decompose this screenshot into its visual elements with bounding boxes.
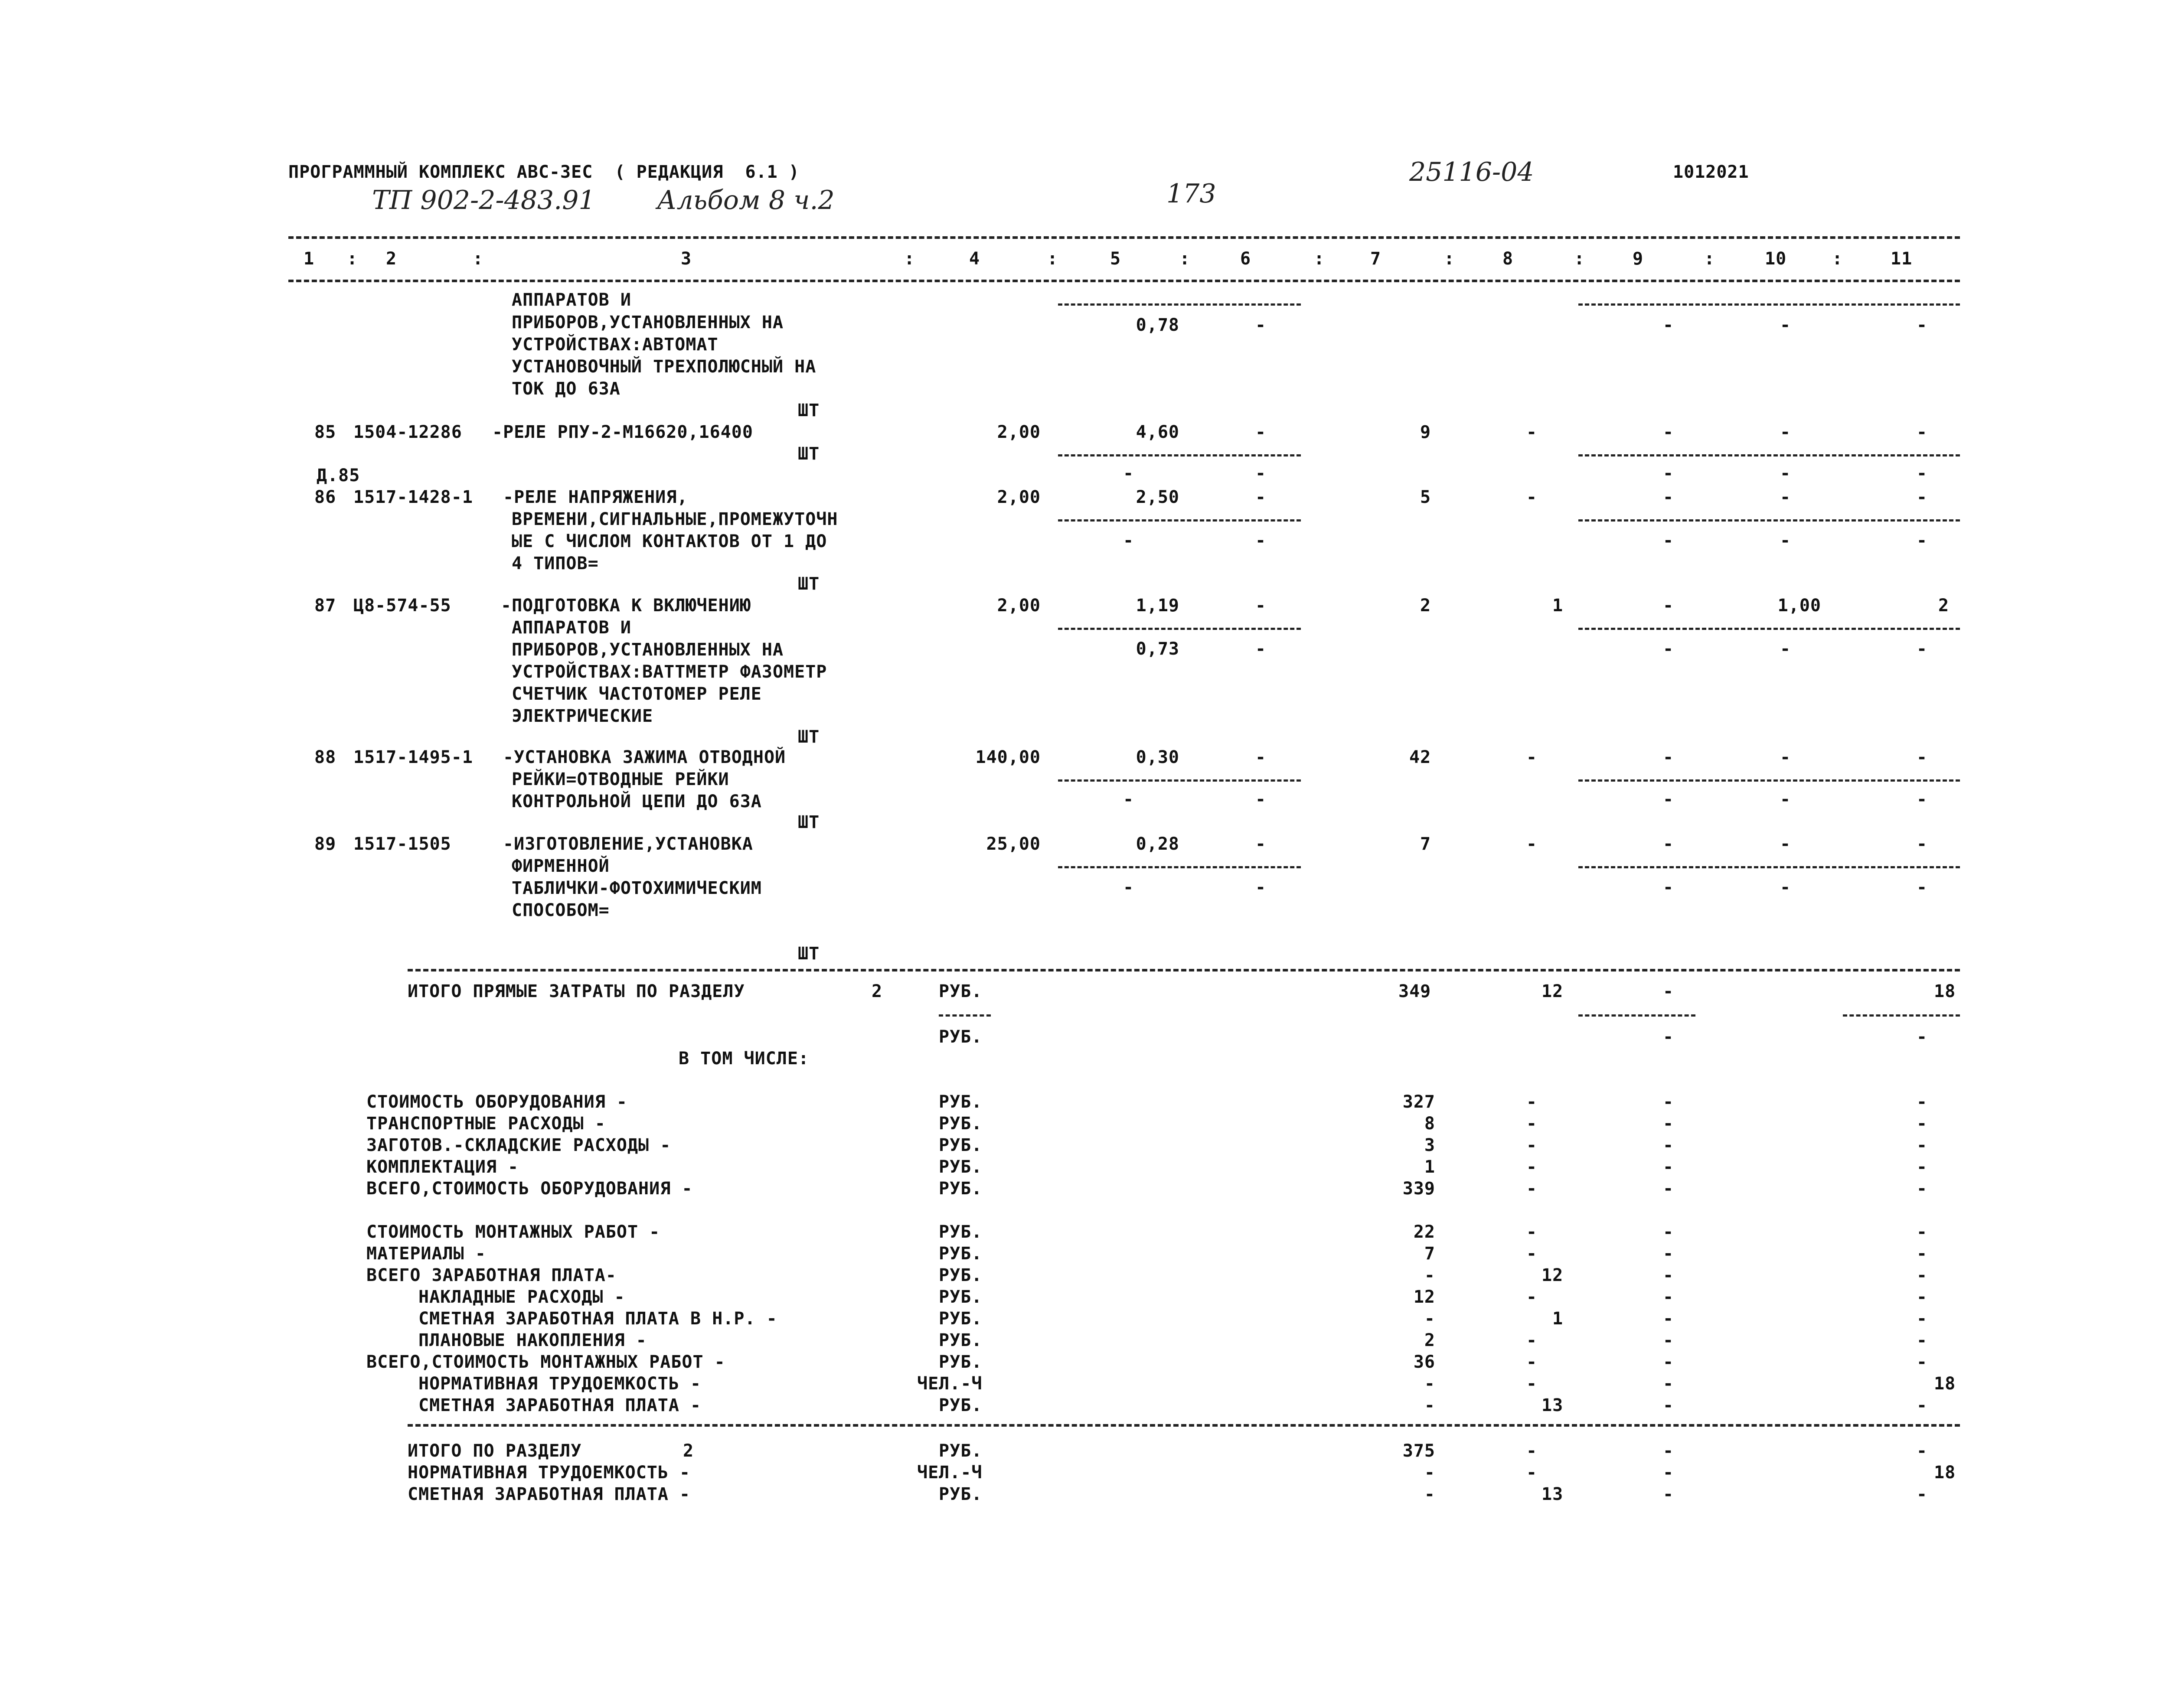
column-number: 9 [1633,249,1644,269]
item-description: АППАРАТОВ И [512,290,631,310]
cell-separator-rule [1058,454,1301,456]
cell-c11: - [1917,1222,1928,1242]
dash-mark: - [1917,463,1928,483]
cell-c7: 3 [1424,1135,1435,1155]
cell-c7: 8 [1424,1114,1435,1134]
cell-c9: - [1663,747,1674,767]
cell-c7: - [1424,1374,1435,1394]
cell-c7: - [1424,1265,1435,1285]
column-number: 5 [1110,249,1121,269]
cell-c7: 2 [1424,1330,1435,1350]
breakdown-label: НОРМАТИВНАЯ ТРУДОЕМКОСТЬ - [418,1374,702,1394]
section-total-rule [408,1424,1960,1427]
cell-c9: - [1663,834,1674,854]
cell-c7: 5 [1420,487,1431,507]
dash-mark: - [1663,463,1674,483]
breakdown-label: ПЛАНОВЫЕ НАКОПЛЕНИЯ - [418,1330,647,1350]
cell-c11: - [1917,639,1928,659]
cell-c9: - [1663,1114,1674,1134]
item-description: -УСТАНОВКА ЗАЖИМА ОТВОДНОЙ [503,747,786,767]
cell-c8: - [1526,422,1538,442]
cell-separator-rule [939,1014,991,1017]
direct-costs-label: ИТОГО ПРЯМЫЕ ЗАТРАТЫ ПО РАЗДЕЛУ [408,981,745,1001]
dash-mark: - [1123,463,1134,483]
row-code: 1517-1505 [353,834,451,854]
cell-c7: 349 [1398,981,1431,1001]
currency-unit: РУБ. [939,1441,983,1461]
breakdown-unit: РУБ. [939,1395,983,1415]
cell-c8: - [1526,1441,1538,1461]
item-description: -ИЗГОТОВЛЕНИЕ,УСТАНОВКА [503,834,753,854]
cell-c11: - [1917,1352,1928,1372]
cell-separator-rule [1843,1014,1960,1017]
cell-c7: 339 [1402,1179,1435,1199]
item-description: СЧЕТЧИК ЧАСТОТОМЕР РЕЛЕ [512,684,762,704]
dash-mark: - [1663,531,1674,551]
cell-c5: 0,30 [1136,747,1179,767]
row-code: 1504-12286 [353,422,462,442]
cell-c7: 2 [1420,596,1431,616]
row-number: 88 [314,747,336,767]
handwritten-page-number: 173 [1166,179,1216,209]
item-description: РЕЙКИ=ОТВОДНЫЕ РЕЙКИ [512,769,729,789]
row-number: 86 [314,487,336,507]
breakdown-unit: РУБ. [939,1244,983,1264]
cell-c8: 12 [1541,1265,1564,1285]
cell-c5: 1,19 [1136,596,1179,616]
cell-c11: 18 [1934,1463,1956,1483]
cell-c7: 12 [1413,1287,1435,1307]
cell-separator-rule [1578,454,1960,456]
cell-c10: - [1780,487,1791,507]
cell-separator-rule [1578,779,1960,782]
cell-c11: - [1917,1092,1928,1112]
item-description: ЭЛЕКТРИЧЕСКИЕ [512,706,653,726]
breakdown-unit: РУБ. [939,1484,983,1504]
cell-c5: 0,73 [1136,639,1179,659]
dash-mark: - [1780,463,1791,483]
breakdown-label: НОРМАТИВНАЯ ТРУДОЕМКОСТЬ - [408,1463,691,1483]
dash-mark: - [1917,877,1928,897]
column-number: 10 [1765,249,1787,269]
cell-c7: 1 [1424,1157,1435,1177]
cell-c7: 42 [1409,747,1431,767]
cell-c11: - [1917,1265,1928,1285]
cell-separator-rule [1578,866,1960,868]
dash-mark: - [1123,789,1134,809]
column-separator: : [1444,249,1455,269]
currency-unit: РУБ. [939,981,983,1001]
cell-c6: - [1255,747,1267,767]
cell-c7: - [1424,1484,1435,1504]
column-separator: : [1574,249,1585,269]
column-number: 1 [304,249,315,269]
totals-top-rule [408,969,1960,971]
cell-separator-rule [1058,628,1301,630]
column-separator: : [347,249,358,269]
column-separator: : [904,249,915,269]
cell-c9: - [1663,1374,1674,1394]
breakdown-unit: РУБ. [939,1114,983,1134]
row-note: Д.85 [317,466,360,486]
cell-c8: 1 [1552,1309,1564,1329]
cell-c11: 18 [1934,981,1956,1001]
handwritten-album: Альбом 8 ч.2 [657,185,835,215]
breakdown-label: ВСЕГО ЗАРАБОТНАЯ ПЛАТА- [366,1265,617,1285]
cell-separator-rule [1578,519,1960,522]
row-number: 89 [314,834,336,854]
dash-mark: - [1663,877,1674,897]
cell-c6: - [1255,596,1267,616]
cell-c11: - [1917,1441,1928,1461]
cell-c7: 7 [1420,834,1431,854]
cell-c6: - [1255,487,1267,507]
cell-c4: 140,00 [975,747,1041,767]
cell-c10: - [1780,422,1791,442]
item-unit: ШТ [798,574,820,594]
handwritten-inventory-number: 25116-04 [1409,157,1534,187]
breakdown-label: ТРАНСПОРТНЫЕ РАСХОДЫ - [366,1114,606,1134]
handwritten-project-number: ТП 902-2-483.91 [372,185,595,215]
column-separator: : [1047,249,1058,269]
dash-mark: - [1255,463,1267,483]
cell-c11: - [1917,1179,1928,1199]
cell-c7: 375 [1402,1441,1435,1461]
dash-mark: - [1123,877,1134,897]
item-description: УСТРОЙСТВАХ:АВТОМАТ [512,335,718,355]
column-number: 3 [681,249,692,269]
column-separator: : [1832,249,1843,269]
dash-mark: - [1917,789,1928,809]
cell-c10: - [1780,747,1791,767]
breakdown-unit: ЧЕЛ.-Ч [917,1463,983,1483]
breakdown-label: КОМПЛЕКТАЦИЯ - [366,1157,519,1177]
column-separator: : [1314,249,1325,269]
item-description: ТОК ДО 63А [512,379,621,399]
cell-separator-rule [1058,866,1301,868]
cell-c4: 2,00 [997,596,1041,616]
cell-c7: - [1424,1309,1435,1329]
cell-c11: - [1917,1027,1928,1047]
item-description: -ПОДГОТОВКА К ВКЛЮЧЕНИЮ [501,596,751,616]
cell-c10: - [1780,834,1791,854]
column-number: 2 [386,249,397,269]
cell-c7: 36 [1413,1352,1435,1372]
cell-c8: - [1526,1244,1538,1264]
column-separator: : [1704,249,1715,269]
item-unit: ШТ [798,812,820,832]
section-number: 2 [683,1441,694,1461]
breakdown-unit: РУБ. [939,1179,983,1199]
program-title: ПРОГРАММНЫЙ КОМПЛЕКС АВС-3ЕС ( РЕДАКЦИЯ 6.1 ) [288,162,800,182]
cell-c9: - [1663,1463,1674,1483]
breakdown-label: СМЕТНАЯ ЗАРАБОТНАЯ ПЛАТА - [418,1395,702,1415]
item-unit: ШТ [798,944,820,964]
cell-c8: - [1526,834,1538,854]
item-description: УСТАНОВОЧНЫЙ ТРЕХПОЛЮСНЫЙ НА [512,357,816,377]
cell-c11: - [1917,834,1928,854]
item-description: СПОСОБОМ= [512,900,610,920]
cell-c8: 1 [1552,596,1564,616]
breakdown-unit: РУБ. [939,1330,983,1350]
cell-c7: - [1424,1463,1435,1483]
cell-c11: - [1917,1244,1928,1264]
cell-c6: - [1255,639,1267,659]
item-description: ПРИБОРОВ,УСТАНОВЛЕННЫХ НА [512,640,784,660]
row-number: 87 [314,596,336,616]
dash-mark: - [1255,789,1267,809]
cell-separator-rule [1058,519,1301,522]
cell-c8: - [1526,1135,1538,1155]
cell-c4: 2,00 [997,422,1041,442]
breakdown-label: СМЕТНАЯ ЗАРАБОТНАЯ ПЛАТА - [408,1484,691,1504]
cell-c8: - [1526,1222,1538,1242]
dash-mark: - [1123,531,1134,551]
item-description: ЫЕ С ЧИСЛОМ КОНТАКТОВ ОТ 1 ДО [512,531,827,551]
breakdown-unit: РУБ. [939,1135,983,1155]
cell-c7: 9 [1420,422,1431,442]
cell-c9: - [1663,1309,1674,1329]
cell-c11: - [1917,1395,1928,1415]
dash-mark: - [1780,877,1791,897]
cell-c5: 4,60 [1136,422,1179,442]
cell-separator-rule [1578,1014,1695,1017]
cell-c10: - [1780,639,1791,659]
cell-c11: - [1917,1287,1928,1307]
item-unit: ШТ [798,401,820,420]
item-description: АППАРАТОВ И [512,618,631,638]
cell-c9: - [1663,315,1674,335]
cell-separator-rule [1058,303,1301,306]
cell-c8: 13 [1541,1484,1564,1504]
cell-c11: - [1917,422,1928,442]
cell-c9: - [1663,1027,1674,1047]
column-number: 4 [969,249,980,269]
section-number: 2 [872,981,883,1001]
cell-c11: - [1917,1309,1928,1329]
column-number: 7 [1370,249,1381,269]
including-label: В ТОМ ЧИСЛЕ: [679,1049,809,1069]
cell-c11: - [1917,1114,1928,1134]
cell-separator-rule [1578,628,1960,630]
breakdown-label: СМЕТНАЯ ЗАРАБОТНАЯ ПЛАТА В Н.Р. - [418,1309,777,1329]
item-description: КОНТРОЛЬНОЙ ЦЕПИ ДО 63А [512,792,762,812]
cell-c8: - [1526,1374,1538,1394]
breakdown-label: СТОИМОСТЬ МОНТАЖНЫХ РАБОТ - [366,1222,660,1242]
item-unit: ШТ [798,444,820,464]
breakdown-label: ЗАГОТОВ.-СКЛАДСКИЕ РАСХОДЫ - [366,1135,671,1155]
cell-c7: 327 [1402,1092,1435,1112]
cell-c9: - [1663,981,1674,1001]
cell-c9: - [1663,1135,1674,1155]
cell-c9: - [1663,422,1674,442]
breakdown-unit: ЧЕЛ.-Ч [917,1374,983,1394]
breakdown-label: НАКЛАДНЫЕ РАСХОДЫ - [418,1287,625,1307]
cell-c5: 0,78 [1136,315,1179,335]
column-number: 8 [1502,249,1514,269]
cell-c9: - [1663,1092,1674,1112]
breakdown-label: ВСЕГО,СТОИМОСТЬ МОНТАЖНЫХ РАБОТ - [366,1352,725,1372]
cell-c10: - [1780,315,1791,335]
cell-c9: - [1663,1287,1674,1307]
cell-c11: - [1917,1157,1928,1177]
breakdown-unit: РУБ. [939,1222,983,1242]
item-description: -РЕЛЕ РПУ-2-М16620,16400 [492,422,753,442]
cell-c9: - [1663,1157,1674,1177]
item-description: 4 ТИПОВ= [512,554,599,574]
cell-c11: 2 [1938,596,1950,616]
cell-c11: - [1917,487,1928,507]
breakdown-label: МАТЕРИАЛЫ - [366,1244,486,1264]
cell-c7: 7 [1424,1244,1435,1264]
cell-c7: 22 [1413,1222,1435,1242]
cell-c11: - [1917,1484,1928,1504]
breakdown-unit: РУБ. [939,1352,983,1372]
cell-c8: - [1526,1157,1538,1177]
breakdown-unit: РУБ. [939,1287,983,1307]
cell-c8: - [1526,487,1538,507]
cell-c8: - [1526,1114,1538,1134]
cell-c11: - [1917,1135,1928,1155]
cell-c7: - [1424,1395,1435,1415]
breakdown-unit: РУБ. [939,1092,983,1112]
cell-c6: - [1255,834,1267,854]
dash-mark: - [1663,789,1674,809]
cell-c9: - [1663,639,1674,659]
document-code: 1012021 [1673,162,1749,182]
cell-c8: - [1526,1463,1538,1483]
item-unit: ШТ [798,727,820,747]
cell-c6: - [1255,315,1267,335]
row-code: Ц8-574-55 [353,596,451,616]
row-code: 1517-1495-1 [353,747,473,767]
cell-c9: - [1663,1222,1674,1242]
breakdown-unit: РУБ. [939,1265,983,1285]
cell-c4: 2,00 [997,487,1041,507]
column-number: 6 [1240,249,1251,269]
dash-mark: - [1255,531,1267,551]
cell-c5: 0,28 [1136,834,1179,854]
cell-c9: - [1663,1265,1674,1285]
dash-mark: - [1780,531,1791,551]
breakdown-label: ВСЕГО,СТОИМОСТЬ ОБОРУДОВАНИЯ - [366,1179,693,1199]
item-description: ТАБЛИЧКИ-ФОТОХИМИЧЕСКИМ [512,878,762,898]
cell-c8: 12 [1541,981,1564,1001]
item-description: ВРЕМЕНИ,СИГНАЛЬНЫЕ,ПРОМЕЖУТОЧН [512,509,838,529]
row-code: 1517-1428-1 [353,487,473,507]
header-bottom-rule [288,280,1960,282]
cell-c8: 13 [1541,1395,1564,1415]
breakdown-unit: РУБ. [939,1157,983,1177]
cell-c9: - [1663,596,1674,616]
cell-c4: 25,00 [986,834,1041,854]
item-description: ПРИБОРОВ,УСТАНОВЛЕННЫХ НА [512,313,784,332]
cell-c9: - [1663,1352,1674,1372]
dash-mark: - [1255,877,1267,897]
cell-c9: - [1663,1484,1674,1504]
cell-c9: - [1663,1330,1674,1350]
currency-unit: РУБ. [939,1027,983,1047]
cell-c11: - [1917,1330,1928,1350]
cell-c8: - [1526,1179,1538,1199]
cell-c5: 2,50 [1136,487,1179,507]
cell-separator-rule [1578,303,1960,306]
row-number: 85 [314,422,336,442]
cell-c8: - [1526,747,1538,767]
cell-c10: 1,00 [1777,596,1821,616]
cell-c8: - [1526,1330,1538,1350]
cell-c9: - [1663,1395,1674,1415]
cell-c9: - [1663,487,1674,507]
cell-c8: - [1526,1092,1538,1112]
cell-c8: - [1526,1352,1538,1372]
cell-c9: - [1663,1244,1674,1264]
breakdown-label: СТОИМОСТЬ ОБОРУДОВАНИЯ - [366,1092,627,1112]
column-separator: : [1179,249,1191,269]
cell-separator-rule [1058,779,1301,782]
section-total-label: ИТОГО ПО РАЗДЕЛУ [408,1441,582,1461]
table-top-rule [288,236,1960,239]
cell-c9: - [1663,1179,1674,1199]
dash-mark: - [1917,531,1928,551]
cell-c11: - [1917,747,1928,767]
column-separator: : [473,249,484,269]
column-number: 11 [1891,249,1913,269]
cell-c8: - [1526,1287,1538,1307]
cell-c9: - [1663,1441,1674,1461]
item-description: УСТРОЙСТВАХ:ВАТТМЕТР ФАЗОМЕТР [512,662,827,682]
cell-c11: 18 [1934,1374,1956,1394]
dash-mark: - [1780,789,1791,809]
cell-c11: - [1917,315,1928,335]
cell-c6: - [1255,422,1267,442]
item-description: -РЕЛЕ НАПРЯЖЕНИЯ, [503,487,688,507]
breakdown-unit: РУБ. [939,1309,983,1329]
item-description: ФИРМЕННОЙ [512,856,610,876]
